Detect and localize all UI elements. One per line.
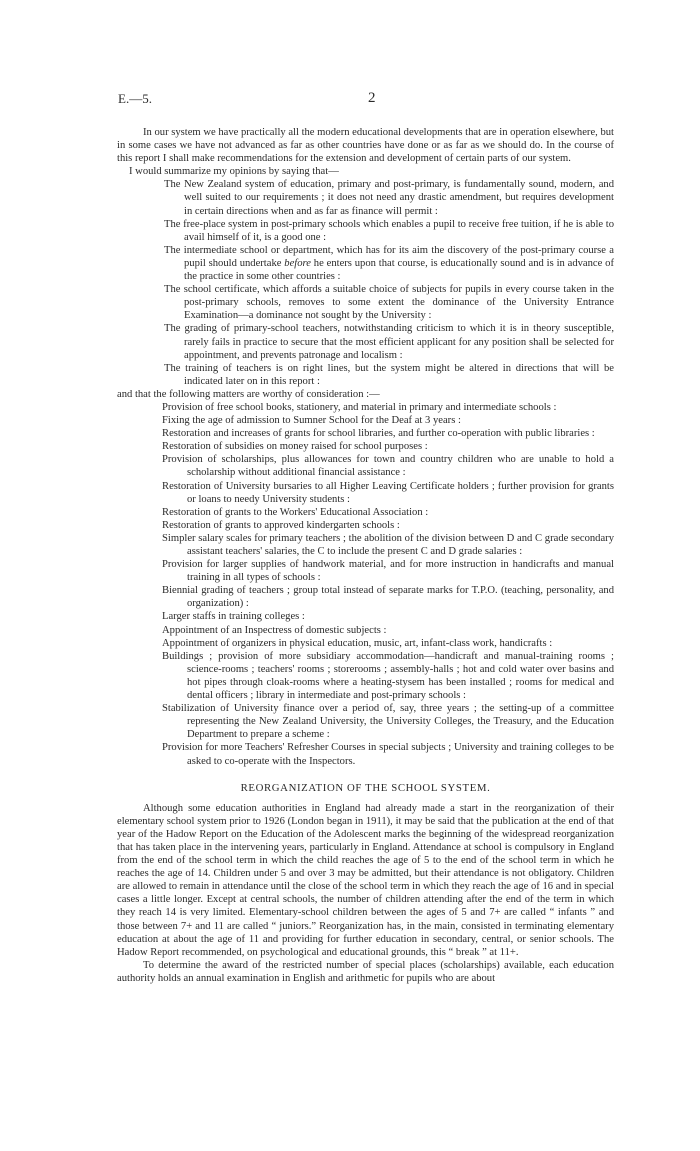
opinion-item: The New Zealand system of education, primary and post-primary, is fundamentally sound, modern, and well suited to our requirements ; it does not need any drastic amendment, but requires development in certain directions when and as far as finance will permit : [164,179,614,217]
matter-item: Appointment of organizers in physical education, music, art, infant-class work, handicrafts : [162,637,553,649]
matter-item: Simpler salary scales for primary teachers ; the abolition of the division between D and C grade secondary assistant teachers' salaries, the C to include the present C and D grade salaries : [162,532,614,557]
opinion-text: he enters upon that course, is educationally sound and is in advance of the practice in some other countries : [184,257,614,283]
matter-item: Provision of scholarships, plus allowances for town and country children who are unable to hold a scholarship without additional financial assistance : [162,454,614,479]
opinion-emphasis: before [284,257,311,269]
section-paragraph: To determine the award of the restricted number of special places (scholarships) available, each education authority holds an annual examination in English and arithmetic for pupils who are about [117,959,614,984]
matter-item: Restoration of University bursaries to all Higher Leaving Certificate holders ; further provision for grants or loans to needy University students : [162,480,614,505]
matter-item: Provision of free school books, stationery, and material in primary and intermediate schools : [162,401,557,413]
opinion-item: The free-place system in post-primary schools which enables a pupil to receive free tuition, if he is able to avail himself of it, is a good one : [164,218,614,243]
matter-item: Buildings ; provision of more subsidiary accommodation—handicraft and manual-training rooms ; science-rooms ; teachers' rooms ; storerooms ; assembly-halls ; hot and cold water over basins and hot pipes through cloak-rooms where a heating-stysem has been installed ; rooms for medical and dental officers ; library in intermediate and post-primary schools : [162,650,614,702]
matter-item: Restoration and increases of grants for school libraries, and further co-operation with public libraries : [162,428,595,440]
matter-item: Fixing the age of admission to Sumner School for the Deaf at 3 years : [162,415,461,427]
matter-item: Provision for more Teachers' Refresher Courses in special subjects ; University and training colleges to be asked to co-operate with the Inspectors. [162,742,614,767]
opinion-item: The school certificate, which affords a suitable choice of subjects for pupils in every course taken in the post-primary schools, removes to some extent the dominance of the University Entrance Examination—a dominance not sought by the University : [164,284,614,322]
matter-item: Stabilization of University finance over a period of, say, three years ; the setting-up of a committee representing the New Zealand University, the University Colleges, the Treasury, and the Education Department to prepare a scheme : [162,703,614,741]
matter-item: Biennial grading of teachers ; group total instead of separate marks for T.P.O. (teaching, personality, and organization) : [162,585,614,610]
page-number: 2 [368,90,376,106]
section-paragraph: Although some education authorities in England had already made a start in the reorganization of their elementary school system prior to 1926 (London began in 1911), it may be said that the publication at the end of that year of the Hadow Report on the Education of the Adolescent marks the beginning of the widespread reorganization that has taken place in the intervening years, particularly in England. Attendance at school is compulsory in England from the end of the school term in which the child reaches the age of 5 to the end of the school term in which he reaches the age of 14. Children under 5 and over 3 may be admitted, but their attendance is not obligatory. Children are allowed to remain in attendance until the close of the school term in which they reach the age of 16 and in special cases a little longer. Except at central schools, the number of children attending after the end of the term in which they reach 14 is very limited. Elementary-school children between the ages of 5 and 7+ are called “ infants ” and those between 7+ and 11 are called “ juniors.” Reorganization has, in the main, consisted in terminating elementary education at about the age of 11 and providing for further education in secondary, central, or senior schools. The Hadow Report recommended, on psychological and educational grounds, this “ break ” at 11+. [117,802,614,958]
matter-item: Larger staffs in training colleges : [162,611,305,623]
matters-lead: and that the following matters are worthy of consideration :— [117,388,380,400]
page-header [118,92,582,108]
summary-lead: I would summarize my opinions by saying that— [129,166,339,178]
matter-item: Restoration of grants to approved kindergarten schools : [162,519,400,531]
document-reference: E.—5. [118,91,152,106]
matter-item: Provision for larger supplies of handwork material, and for more instruction in handicrafts and manual training in all types of schools : [162,559,614,584]
matter-item: Restoration of grants to the Workers' Educational Association : [162,506,429,518]
opinion-item: The grading of primary-school teachers, notwithstanding criticism to which it is in theory susceptible, rarely fails in practice to secure that the most efficient applicant for any position shall be selected for appointment, and prevents patronage and localism : [164,323,614,361]
document-body [117,126,614,985]
matters-list [117,401,614,768]
opinion-item [117,244,614,283]
matter-item: Appointment of an Inspectress of domestic subjects : [162,624,387,636]
matter-item: Restoration of subsidies on money raised for school purposes : [162,441,428,453]
opinion-item: The training of teachers is on right lines, but the system might be altered in directions that will be indicated later on in this report : [164,362,614,387]
opinion-text: The intermediate school or department, which has for its aim the discovery of the post-primary course a pupil should undertake [164,244,614,269]
section-heading: REORGANIZATION OF THE SCHOOL SYSTEM. [240,781,491,794]
intro-paragraph: In our system we have practically all the modern educational developments that are in operation elsewhere, but in some cases we have not advanced as far as other countries have done or as far as we should do. In the course of this report I shall make recommendations for the extension and development of certain parts of our system. [117,127,614,165]
opinions-list [117,178,614,388]
